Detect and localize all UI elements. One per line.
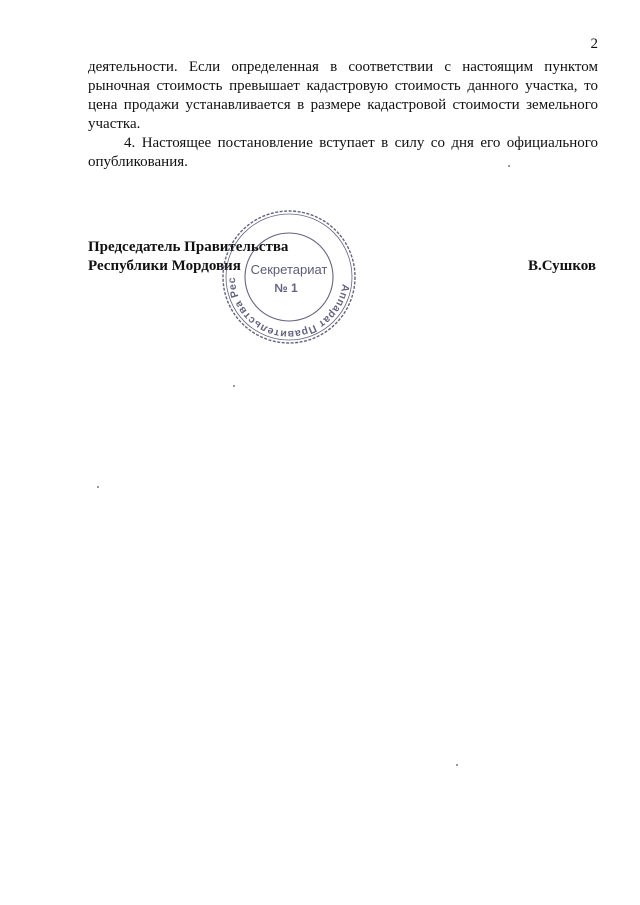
- document-body: [88, 58, 598, 172]
- seal-center-label: Секретариат: [250, 262, 328, 277]
- signatory-name: В.Сушков: [527, 258, 596, 274]
- seal-graphic: [220, 208, 358, 346]
- text-line: опубликования.: [88, 154, 188, 170]
- scan-speck: [508, 165, 510, 167]
- scan-speck: [97, 486, 99, 488]
- text-line: участка.: [88, 116, 141, 132]
- text-line: рыночная стоимость превышает кадастровую стоимость данного участка, то: [88, 78, 598, 94]
- signatory-title-line: Председатель Правительства: [88, 239, 289, 255]
- page-number: 2: [590, 36, 598, 52]
- signatory-title-line: Республики Мордовия: [88, 258, 241, 274]
- scan-speck: [456, 764, 458, 766]
- paragraph-continuation: [88, 58, 598, 134]
- text-line: цена продажи устанавливается в размере кадастровой стоимости земельного: [88, 97, 598, 113]
- scan-speck: [233, 385, 235, 387]
- text-line: деятельности. Если определенная в соответствии с настоящим пунктом: [88, 59, 598, 75]
- seal-ring-text: Аппарат Правительства Рес: [225, 276, 352, 341]
- seal-number: № 1: [274, 281, 298, 295]
- text-line: 4. Настоящее постановление вступает в силу со дня его официального: [124, 135, 598, 151]
- paragraph-effective-date: [88, 134, 598, 172]
- official-seal-stamp: [220, 208, 358, 346]
